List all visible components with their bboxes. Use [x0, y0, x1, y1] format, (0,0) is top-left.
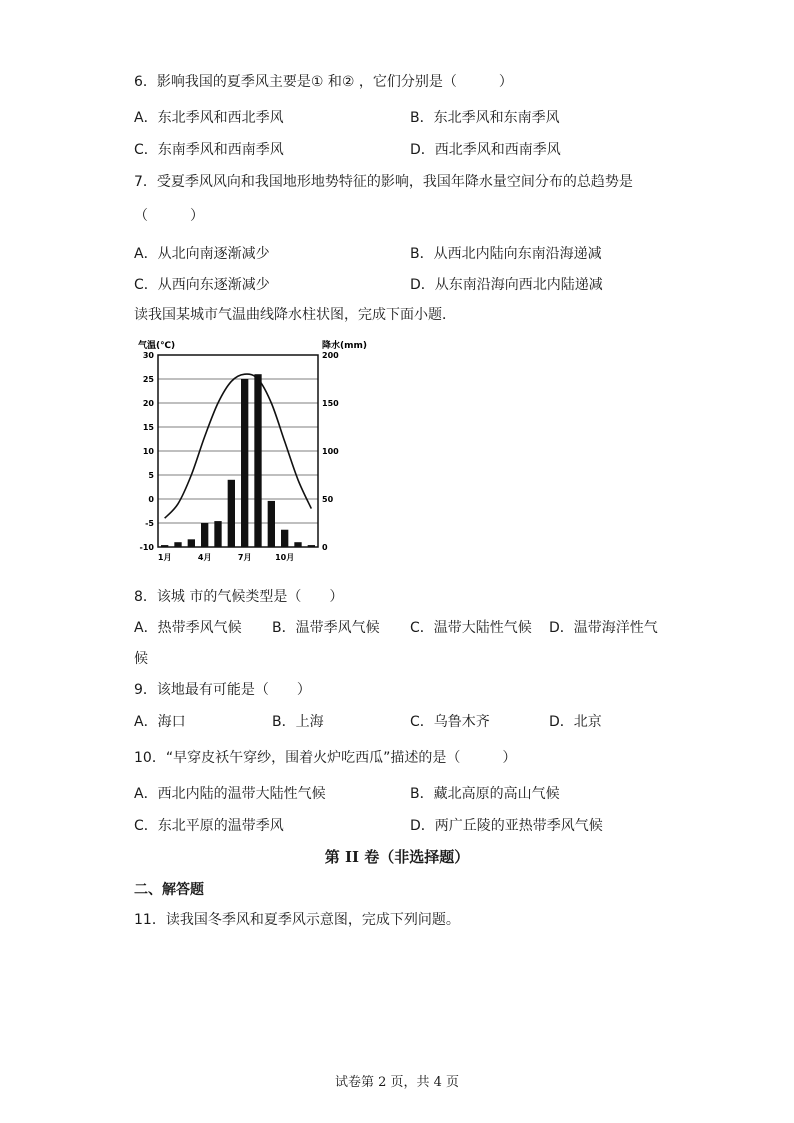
temperature-tick-label: 10: [142, 447, 154, 456]
month-tick-label: 1月: [157, 553, 172, 562]
q10-option-c: C．东北平原的温带季风: [134, 818, 284, 834]
q7-option-a: A．从北向南逐渐减少: [134, 246, 270, 262]
q6-option-b: B．东北季风和东南季风: [410, 110, 560, 126]
q8-option-d-wrap: 候: [134, 651, 148, 667]
q8-stem: 8．该城 市的气候类型是（ ）: [134, 589, 344, 605]
month-tick-label: 4月: [197, 553, 212, 562]
q9-option-a: A．海口: [134, 714, 186, 730]
precipitation-tick-label: 0: [322, 543, 328, 552]
climate-chart: [132, 336, 367, 568]
temperature-tick-label: 30: [142, 351, 154, 360]
q9-stem: 9．该地最有可能是（ ）: [134, 682, 311, 698]
page-footer: 试卷第 2 页，共 4 页: [334, 1075, 460, 1090]
q9-option-c: C．乌鲁木齐: [410, 714, 490, 730]
precipitation-axis-label: 降水(mm): [322, 341, 367, 351]
temperature-tick-label: 15: [142, 423, 154, 432]
q7-option-d: D．从东南沿海向西北内陆递减: [410, 277, 603, 293]
precipitation-bar: [214, 521, 221, 547]
chart-intro: 读我国某城市气温曲线降水柱状图，完成下面小题．: [134, 307, 456, 323]
temperature-tick-label: -5: [145, 519, 154, 528]
temperature-axis-label: 气温(℃): [138, 341, 176, 351]
q9-option-b: B．上海: [272, 714, 324, 730]
q8-option-d: D．温带海洋性气: [549, 620, 658, 636]
q9-option-d: D．北京: [549, 714, 602, 730]
q11-stem: 11．读我国冬季风和夏季风示意图，完成下列问题。: [134, 912, 460, 928]
q10-option-d: D．两广丘陵的亚热带季风气候: [410, 818, 603, 834]
precipitation-bar: [268, 501, 275, 547]
q10-option-a: A．西北内陆的温带大陆性气候: [134, 786, 326, 802]
temperature-tick-label: 20: [142, 399, 154, 408]
q8-option-c: C．温带大陆性气候: [410, 620, 532, 636]
q6-option-d: D．西北季风和西南季风: [410, 142, 561, 158]
q7-stem: 7．受夏季风风向和我国地形地势特征的影响，我国年降水量空间分布的总趋势是: [134, 174, 633, 190]
temperature-tick-label: -10: [139, 543, 154, 552]
precipitation-bar: [201, 523, 208, 547]
q6-stem: 6．影响我国的夏季风主要是① 和② ，它们分别是（ ）: [134, 74, 513, 90]
q7-option-c: C．从西向东逐渐减少: [134, 277, 270, 293]
precipitation-bar: [188, 539, 195, 547]
temperature-curve: [165, 374, 312, 518]
temperature-tick-label: 5: [148, 471, 154, 480]
precipitation-bar: [228, 480, 235, 547]
q8-option-b: B．温带季风气候: [272, 620, 380, 636]
precipitation-bar: [241, 379, 248, 547]
q8-option-a: A．热带季风气候: [134, 620, 242, 636]
precipitation-tick-label: 100: [322, 447, 339, 456]
temperature-tick-label: 25: [142, 375, 154, 384]
q10-option-b: B．藏北高原的高山气候: [410, 786, 560, 802]
temperature-tick-label: 0: [148, 495, 154, 504]
q7-option-b: B．从西北内陆向东南沿海递减: [410, 246, 602, 262]
month-tick-label: 10月: [275, 553, 295, 562]
precipitation-tick-label: 200: [322, 351, 339, 360]
q7-bracket: （ ）: [134, 208, 204, 224]
q6-option-a: A．东北季风和西北季风: [134, 110, 284, 126]
section-heading: 二、解答题: [134, 882, 204, 898]
precipitation-tick-label: 50: [322, 495, 334, 504]
precipitation-bar: [254, 374, 261, 547]
q6-option-c: C．东南季风和西南季风: [134, 142, 284, 158]
part2-title: 第 II 卷（非选择题）: [324, 848, 470, 866]
precipitation-tick-label: 150: [322, 399, 339, 408]
q10-stem: 10．“早穿皮袄午穿纱，围着火炉吃西瓜”描述的是（ ）: [134, 750, 517, 766]
precipitation-bar: [281, 530, 288, 547]
month-tick-label: 7月: [237, 553, 252, 562]
